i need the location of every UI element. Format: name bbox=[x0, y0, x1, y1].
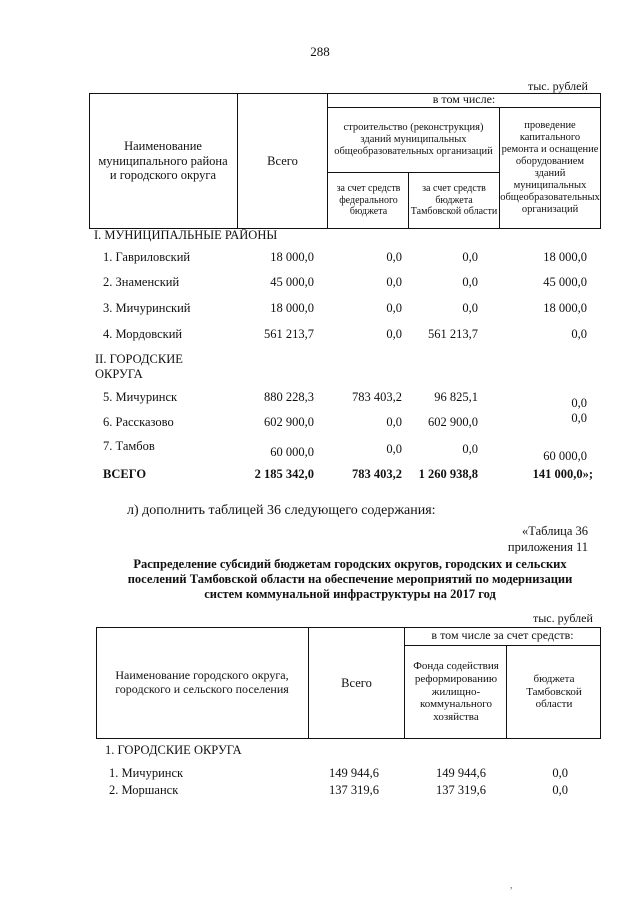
title-line1: Распределение субсидий бюджетам городских округов, городских и сельских bbox=[133, 557, 567, 571]
row-total: 45 000,0 bbox=[270, 275, 314, 289]
row-name: 7. Тамбов bbox=[103, 439, 155, 453]
table2-header-regional: бюджета Тамбовской области bbox=[526, 673, 582, 711]
row-total: 149 944,6 bbox=[329, 766, 379, 780]
caption-line1: «Таблица 36 bbox=[522, 524, 588, 538]
section-title-line1: II. ГОРОДСКИЕ bbox=[95, 352, 183, 366]
row-federal: 0,0 bbox=[386, 250, 402, 264]
row-regional: 96 825,1 bbox=[434, 390, 478, 404]
table2-caption bbox=[478, 523, 588, 555]
row-total: 137 319,6 bbox=[329, 783, 379, 797]
table1-header-regional: за счет средств бюджета Тамбовской области bbox=[410, 183, 498, 218]
table1-header-capital-repair: проведение капитального ремонта и оснащение оборудованием зданий муниципальных общеобразовательных организаций bbox=[500, 119, 600, 216]
row-name: 1. Мичуринск bbox=[109, 766, 184, 780]
table2-unit-label: тыс. рублей bbox=[533, 611, 593, 625]
row-name: 1. Гавриловский bbox=[103, 250, 191, 264]
table-row bbox=[89, 437, 601, 463]
row-federal: 0,0 bbox=[386, 301, 402, 315]
row-name: 5. Мичуринск bbox=[103, 390, 178, 404]
row-capital: 18 000,0 bbox=[543, 301, 587, 315]
row-total: 561 213,7 bbox=[264, 327, 314, 341]
table2-header bbox=[96, 627, 601, 739]
row-total: 880 228,3 bbox=[264, 390, 314, 404]
row-capital: 0,0 bbox=[571, 396, 587, 410]
title-line2: поселений Тамбовской области на обеспечение мероприятий по модернизации bbox=[127, 572, 573, 586]
table1-section-municipal-districts: I. МУНИЦИПАЛЬНЫЕ РАЙОНЫ bbox=[94, 228, 278, 242]
row-name: 3. Мичуринский bbox=[103, 301, 191, 315]
row-federal: 0,0 bbox=[386, 327, 402, 341]
page-number: 288 bbox=[310, 44, 330, 59]
section-title-line2: ОКРУГА bbox=[95, 367, 143, 381]
row-fund: 149 944,6 bbox=[436, 766, 486, 780]
row-federal: 783 403,2 bbox=[352, 390, 402, 404]
row-federal: 0,0 bbox=[386, 415, 402, 429]
table1-header-construction: строительство (реконструкция) зданий муниципальных общеобразовательных организаций bbox=[334, 121, 493, 158]
row-total: 18 000,0 bbox=[270, 250, 314, 264]
table2-header-total: Всего bbox=[341, 675, 372, 690]
table-row-total bbox=[89, 465, 601, 483]
scan-mark: , bbox=[510, 880, 513, 891]
row-total: 18 000,0 bbox=[270, 301, 314, 315]
row-capital: 18 000,0 bbox=[543, 250, 587, 264]
table-row bbox=[89, 388, 601, 410]
row-fund: 137 319,6 bbox=[436, 783, 486, 797]
caption-line2: приложения 11 bbox=[507, 540, 588, 554]
row-name: 2. Знаменский bbox=[103, 275, 180, 289]
table1-header-federal: за счет средств федерального бюджета bbox=[336, 183, 401, 218]
row-name: 2. Моршанск bbox=[109, 783, 179, 797]
title-line3: систем коммунальной инфраструктуры на 2017 год bbox=[204, 587, 496, 601]
row-total: 602 900,0 bbox=[264, 415, 314, 429]
row-capital: 60 000,0 bbox=[543, 449, 587, 463]
row-capital: 141 000,0»; bbox=[532, 467, 593, 481]
table-row bbox=[89, 325, 601, 343]
row-regional: 561 213,7 bbox=[428, 327, 478, 341]
row-regional: 0,0 bbox=[462, 250, 478, 264]
table2-title bbox=[90, 557, 610, 602]
table2-header-fund: Фонда содействия реформированию жилищно-коммунального хозяйства bbox=[413, 660, 499, 723]
table-row bbox=[89, 273, 601, 291]
row-federal: 0,0 bbox=[386, 275, 402, 289]
table-row bbox=[89, 299, 601, 317]
row-regional: 1 260 938,8 bbox=[418, 467, 478, 481]
row-regional: 0,0 bbox=[462, 275, 478, 289]
row-regional: 0,0 bbox=[552, 783, 568, 797]
row-federal: 783 403,2 bbox=[352, 467, 402, 481]
row-capital: 0,0 bbox=[571, 411, 587, 425]
row-regional: 602 900,0 bbox=[428, 415, 478, 429]
row-total: 60 000,0 bbox=[270, 445, 314, 459]
row-capital: 0,0 bbox=[571, 327, 587, 341]
table2-header-in-that-number: в том числе за счет средств: bbox=[431, 628, 574, 643]
table-row bbox=[96, 782, 601, 798]
row-regional: 0,0 bbox=[462, 301, 478, 315]
table1-header-total: Всего bbox=[267, 153, 298, 168]
table1-unit-label: тыс. рублей bbox=[528, 79, 588, 93]
table1-section-city-districts bbox=[95, 352, 183, 382]
row-name: 4. Мордовский bbox=[103, 327, 183, 341]
table2-section-city-districts: 1. ГОРОДСКИЕ ОКРУГА bbox=[105, 743, 242, 757]
row-regional: 0,0 bbox=[552, 766, 568, 780]
table1-header bbox=[89, 93, 601, 229]
row-total: 2 185 342,0 bbox=[254, 467, 314, 481]
table-row bbox=[89, 248, 601, 266]
row-regional: 0,0 bbox=[462, 442, 478, 456]
row-capital: 45 000,0 bbox=[543, 275, 587, 289]
table1-header-in-that-number: в том числе: bbox=[432, 92, 496, 107]
table1-header-name: Наименование муниципального района и городского округа bbox=[98, 139, 228, 183]
table2-header-name: Наименование городского округа, городского и сельского поселения bbox=[115, 668, 289, 696]
row-name: 6. Рассказово bbox=[103, 415, 174, 429]
row-name: ВСЕГО bbox=[103, 467, 147, 481]
amendment-text: л) дополнить таблицей 36 следующего содержания: bbox=[127, 503, 436, 518]
table-row bbox=[89, 413, 601, 431]
table-row bbox=[96, 765, 601, 781]
row-federal: 0,0 bbox=[386, 442, 402, 456]
